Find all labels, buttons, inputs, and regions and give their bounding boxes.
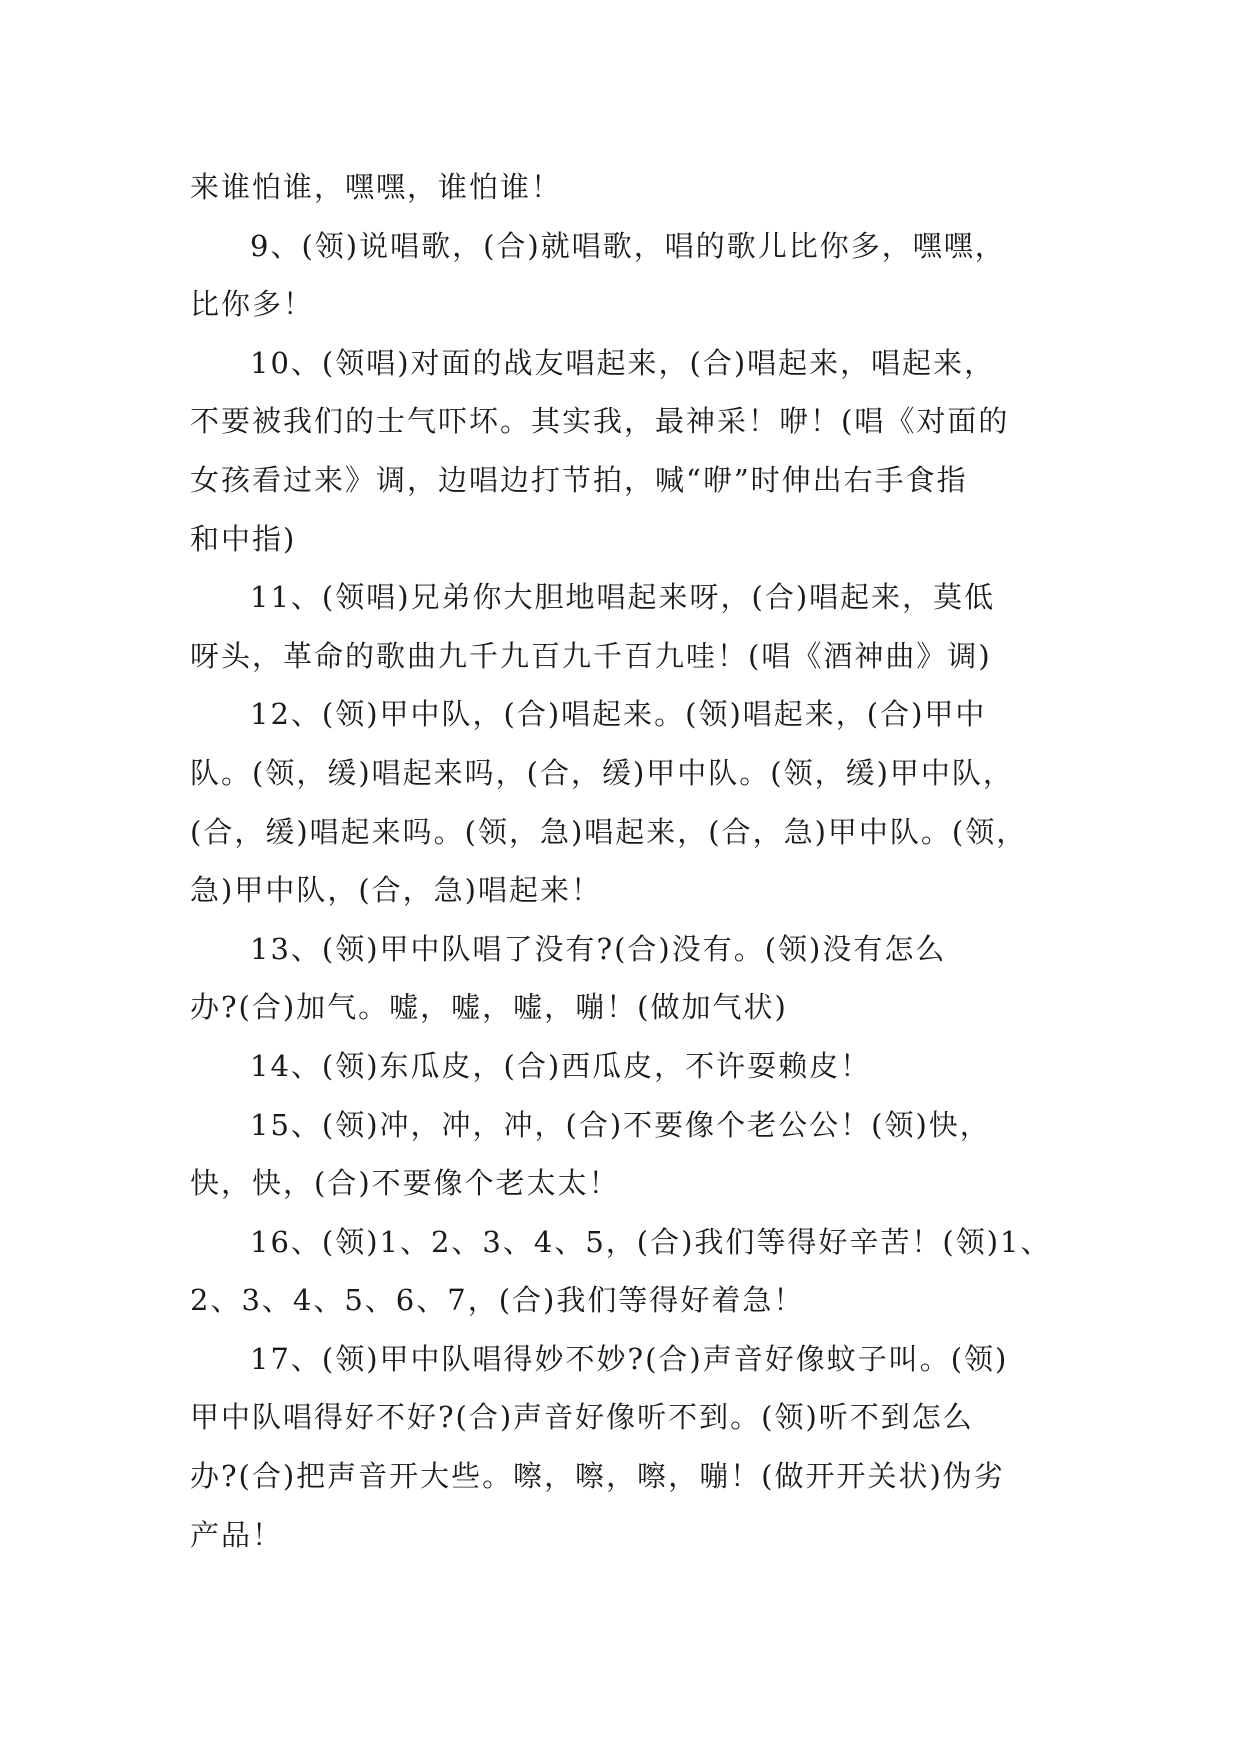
text-line: 13、(领)甲中队唱了没有?(合)没有。(领)没有怎么	[250, 931, 947, 966]
text-line: 2、3、4、5、6、7，(合)我们等得好着急！	[190, 1283, 805, 1318]
text-line: 和中指)	[190, 521, 297, 556]
paragraph	[190, 1096, 1060, 1213]
paragraph	[190, 568, 1060, 685]
text-line: 14、(领)东瓜皮，(合)西瓜皮，不许耍赖皮！	[250, 1048, 872, 1083]
paragraph	[190, 334, 1060, 568]
text-line: 急)甲中队，(合，急)唱起来！	[190, 873, 602, 908]
text-line: 队。(领，缓)唱起来吗，(合，缓)甲中队。(领，缓)甲中队，	[190, 755, 1014, 790]
document-body	[190, 158, 1060, 1564]
text-line: 12、(领)甲中队，(合)唱起来。(领)唱起来，(合)甲中	[250, 697, 987, 732]
paragraph	[190, 158, 1060, 217]
text-line: 呀头，革命的歌曲九千九百九千百九哇！(唱《酒神曲》调)	[190, 638, 992, 673]
text-line: 不要被我们的士气吓坏。其实我，最神采！咿！(唱《对面的	[190, 404, 1010, 439]
text-line: 女孩看过来》调，边唱边打节拍，喊“咿”时伸出右手食指	[190, 462, 968, 497]
paragraph	[190, 217, 1060, 334]
text-line: 17、(领)甲中队唱得妙不妙?(合)声音好像蚊子叫。(领)	[250, 1341, 1009, 1376]
text-line: 16、(领)1、2、3、4、5，(合)我们等得好辛苦！(领)1、	[250, 1224, 1052, 1259]
paragraph	[190, 1213, 1060, 1330]
paragraph	[190, 685, 1060, 919]
text-line: 快，快，(合)不要像个老太太！	[190, 1166, 620, 1201]
paragraph	[190, 920, 1060, 1037]
text-line: 比你多！	[190, 287, 315, 322]
text-line: 办?(合)把声音开大些。嚓，嚓，嚓，嘣！(做开开关状)伪劣	[190, 1459, 1005, 1494]
text-line: 10、(领唱)对面的战友唱起来，(合)唱起来，唱起来，	[250, 345, 996, 380]
paragraph	[190, 1330, 1060, 1564]
text-line: 办?(合)加气。嘘，嘘，嘘，嘣！(做加气状)	[190, 990, 788, 1025]
text-line: 15、(领)冲，冲，冲，(合)不要像个老公公！(领)快，	[250, 1107, 991, 1142]
paragraph	[190, 1037, 1060, 1096]
text-line: 11、(领唱)兄弟你大胆地唱起来呀，(合)唱起来，莫低	[250, 580, 996, 615]
text-line: 来谁怕谁，嘿嘿，谁怕谁！	[190, 170, 563, 204]
text-line: 甲中队唱得好不好?(合)声音好像听不到。(领)听不到怎么	[190, 1400, 974, 1435]
text-line: (合，缓)唱起来吗。(领，急)唱起来，(合，急)甲中队。(领，	[190, 814, 1028, 849]
text-line: 9、(领)说唱歌，(合)就唱歌，唱的歌儿比你多，嘿嘿，	[250, 228, 1006, 263]
text-line: 产品！	[190, 1517, 284, 1552]
